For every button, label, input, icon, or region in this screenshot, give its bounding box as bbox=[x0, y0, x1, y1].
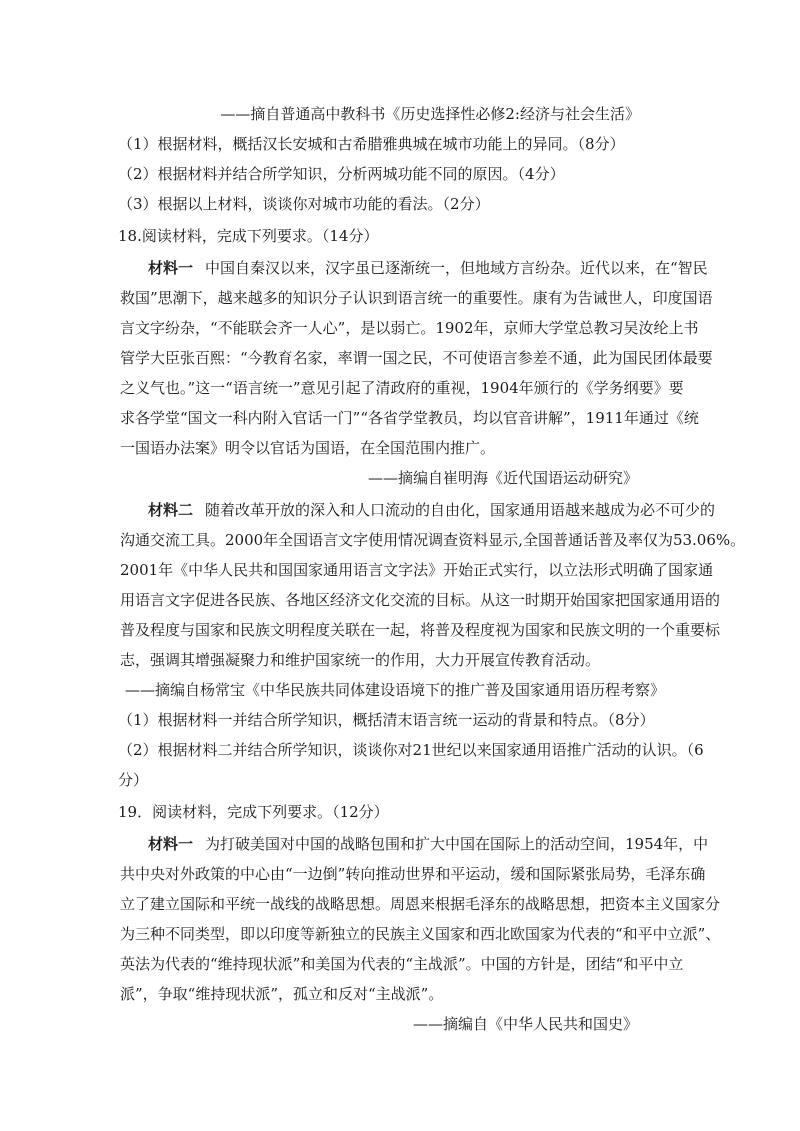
material-2-label: 材料二 bbox=[148, 501, 194, 519]
material-3-line: 为打破美国对中国的战略包围和扩大中国在国际上的活动空间，1954年，中 bbox=[205, 835, 709, 853]
question-18-title: 18.阅读材料，完成下列要求。（14分） bbox=[118, 227, 379, 245]
material-2-line: 志，强调其增强凝聚力和维护国家统一的作用，大力开展宣传教育活动。 bbox=[120, 651, 601, 669]
question-17-1: （1）根据材料，概括汉长安城和古希腊雅典城在城市功能上的异同。（8分） bbox=[118, 135, 625, 153]
question-18-2: （2）根据材料二并结合所学知识，谈谈你对21世纪以来国家通用语推广活动的认识。（6 bbox=[118, 741, 704, 759]
question-17-3: （3）根据以上材料，谈谈你对城市功能的看法。（2分） bbox=[118, 195, 490, 213]
material-3-line: 英法为代表的“维持现状派”和美国为代表的“主战派”。中国的方针是，团结“和平中立 bbox=[120, 955, 684, 973]
material-2-line: 2001年《中华人民共和国国家通用语言文字法》开始正式实行，以立法形式明确了国家通 bbox=[120, 561, 714, 579]
material-1-line: 管学大臣张百熙：“今教育名家，率谓一国之民，不可使语言参差不通，此为国民团体最要 bbox=[120, 349, 713, 367]
material-1-label: 材料一 bbox=[148, 259, 194, 277]
material-2-source: ——摘编自杨常宝《中华民族共同体建设语境下的推广普及国家通用语历程考察》 bbox=[124, 681, 665, 699]
question-18-1: （1）根据材料一并结合所学知识，概括清末语言统一运动的背景和特点。（8分） bbox=[118, 711, 655, 729]
material-2-line: 用语言文字促进各民族、各地区经济文化交流的目标。从这一时期开始国家把国家通用语的 bbox=[120, 591, 721, 609]
material-3-label: 材料一 bbox=[148, 835, 194, 853]
material-3-line: 派”，争取“维持现状派”，孤立和反对“主战派”。 bbox=[120, 985, 444, 1003]
material-3-line: 共中央对外政策的中心由“一边倒”转向推动世界和平运动，缓和国际紧张局势，毛泽东确 bbox=[120, 865, 706, 883]
question-18-2-cont: 分） bbox=[118, 771, 149, 789]
material-3-source: ——摘编自《中华人民共和国史》 bbox=[412, 1015, 638, 1033]
material-1-source: ——摘编自崔明海《近代国语运动研究》 bbox=[367, 469, 638, 487]
material-3-line: 为三种不同类型，即以印度等新独立的民族主义国家和西北欧国家为代表的“和平中立派”、 bbox=[120, 925, 721, 943]
question-17-2: （2）根据材料并结合所学知识，分析两城功能不同的原因。（4分） bbox=[118, 165, 565, 183]
material-1-line: 之义气也。”这一“语言统一”意见引起了清政府的重视，1904年颁行的《学务纲要》要 bbox=[120, 379, 684, 397]
material-3-line: 立了建立国际和平统一战线的战略思想。周恩来根据毛泽东的战略思想，把资本主义国家分 bbox=[120, 895, 721, 913]
material-1-line: 一国语办法案》明令以官话为国语，在全国范围内推广。 bbox=[120, 439, 496, 457]
material-2-line: 随着改革开放的深入和人口流动的自由化，国家通用语越来越成为必不可少的 bbox=[205, 501, 716, 519]
material-2-line: 普及程度与国家和民族文明程度关联在一起，将普及程度视为国家和民族文明的一个重要标 bbox=[120, 621, 721, 639]
material-2-line: 沟通交流工具。2000年全国语言文字使用情况调查资料显示,全国普通话普及率仅为53.06%。 bbox=[120, 531, 746, 549]
material-1-line: 言文字纷杂，“不能联会齐一人心”，是以弱亡。1902年，京师大学堂总教习吴汝纶上书 bbox=[120, 319, 699, 337]
material-1-line: 中国自秦汉以来，汉字虽已逐渐统一，但地域方言纷杂。近代以来，在“智民 bbox=[205, 259, 708, 277]
question-19-title: 19．阅读材料，完成下列要求。（12分） bbox=[118, 803, 389, 821]
material-1-line: 求各学堂“国文一科内附入官话一门”“各省学堂教员，均以官音讲解”，1911年通过《统 bbox=[120, 409, 699, 427]
material-source-top: ——摘自普通高中教科书《历史选择性必修2:经济与社会生活》 bbox=[220, 105, 640, 123]
material-1-line: 救国”思潮下，越来越多的知识分子认识到语言统一的重要性。康有为告诫世人，印度国语 bbox=[120, 289, 713, 307]
